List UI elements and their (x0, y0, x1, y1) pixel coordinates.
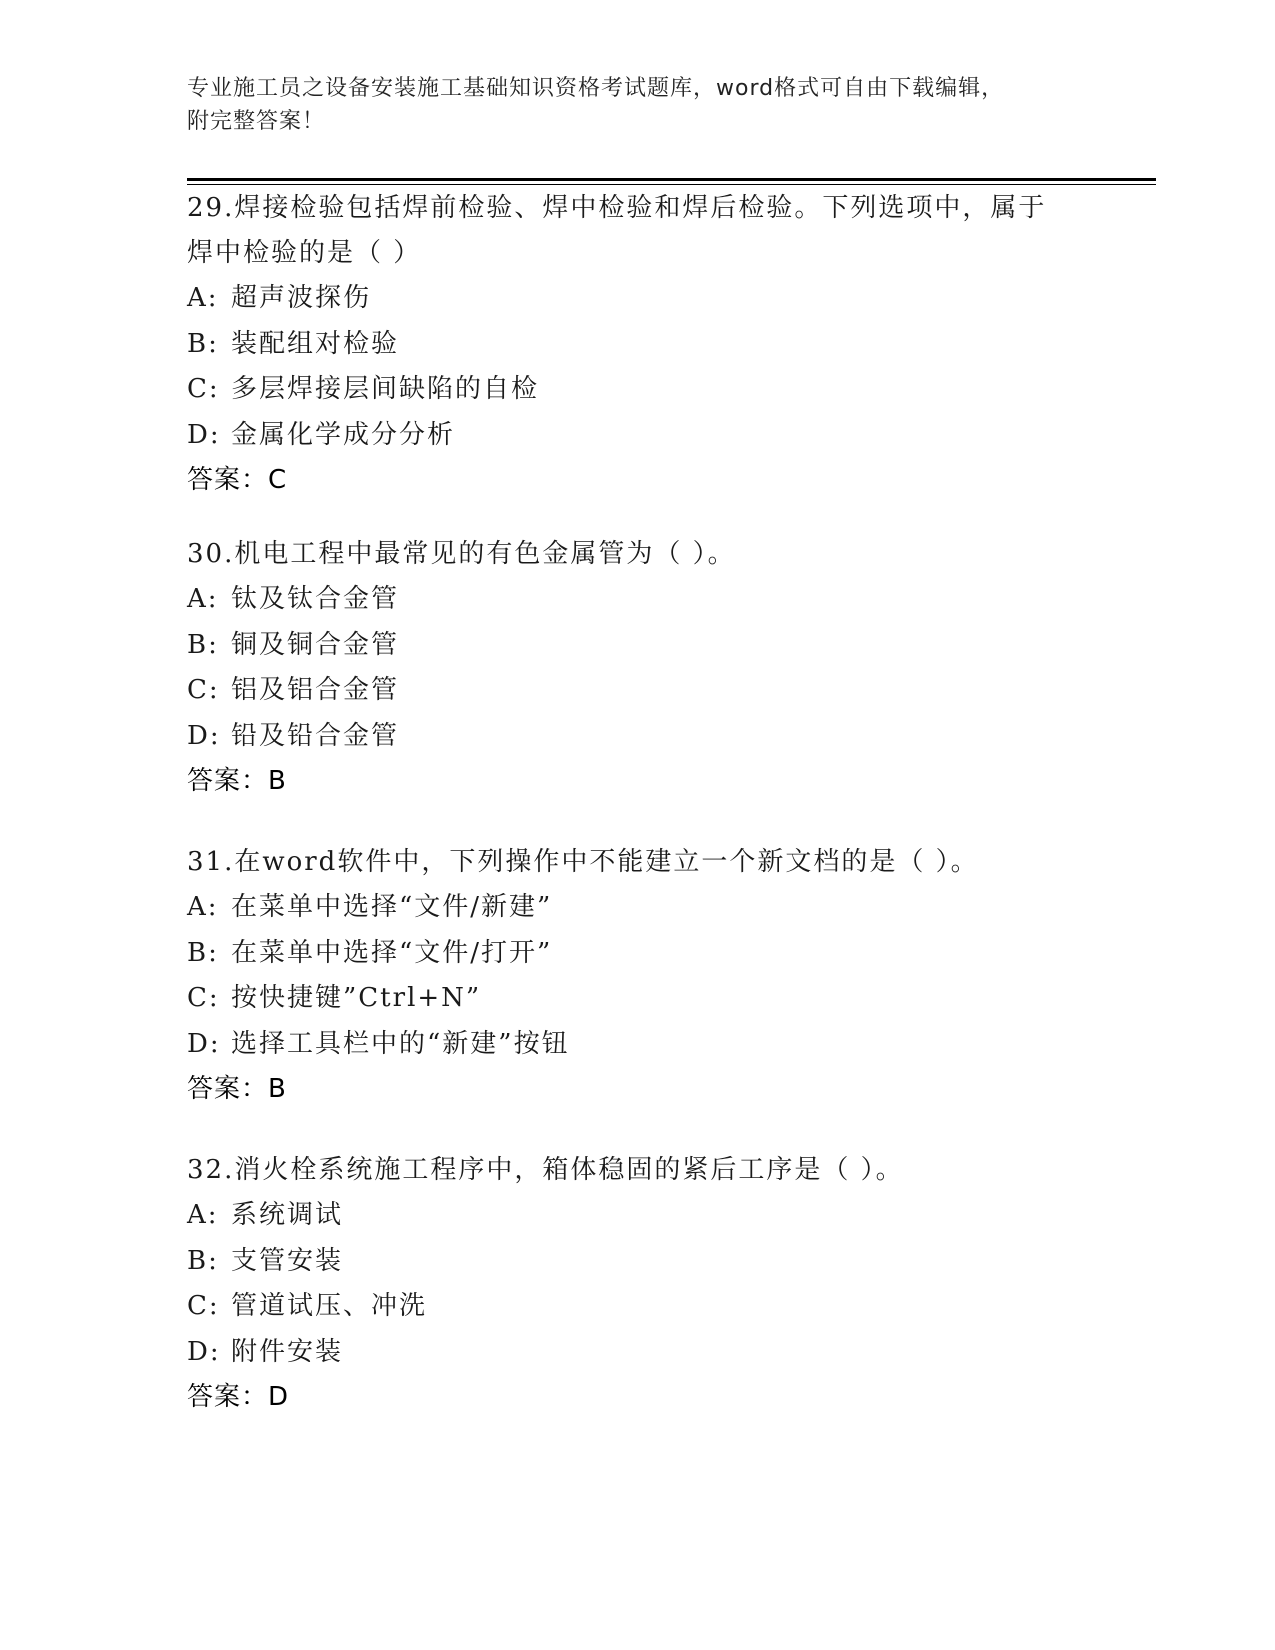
question-stem: 30.机电工程中最常见的有色金属管为（ ）。 (187, 539, 736, 569)
option-text: 附件安装 (231, 1336, 344, 1367)
document-header (187, 72, 1087, 138)
option-text: 在菜单中选择“文件/打开” (231, 937, 553, 968)
option-d (187, 1330, 1087, 1376)
option-letter: A: (187, 1200, 219, 1230)
option-text: 按快捷键”Ctrl+N” (231, 983, 482, 1013)
option-letter: C: (187, 983, 220, 1013)
question-stem: 31.在word软件中，下列操作中不能建立一个新文档的是（ ）。 (187, 847, 979, 877)
question-29 (187, 186, 1087, 503)
option-letter: A: (187, 283, 219, 313)
option-letter: D: (187, 419, 221, 450)
question-stem-continued: 焊中检验的是（ ） (187, 238, 422, 268)
option-c (187, 976, 1087, 1022)
option-letter: D: (187, 720, 221, 751)
option-a (187, 885, 1087, 931)
option-d (187, 1022, 1087, 1068)
option-a (187, 1193, 1087, 1239)
option-b (187, 322, 1087, 368)
option-text: 装配组对检验 (231, 328, 400, 359)
option-letter: C: (187, 1291, 220, 1321)
answer-label: 答案：B (187, 766, 287, 796)
option-text: 钛及钛合金管 (231, 584, 400, 614)
option-text: 在菜单中选择“文件/新建” (231, 892, 553, 922)
option-letter: B: (187, 328, 219, 359)
option-letter: A: (187, 584, 219, 614)
option-text: 系统调试 (231, 1200, 344, 1230)
question-stem: 32.消火栓系统施工程序中，箱体稳固的紧后工序是（ ）。 (187, 1155, 904, 1185)
option-b (187, 931, 1087, 977)
option-text: 多层焊接层间缺陷的自检 (231, 374, 540, 404)
option-text: 金属化学成分分析 (231, 419, 456, 450)
option-letter: B: (187, 629, 219, 660)
question-31 (187, 840, 1087, 1112)
option-c (187, 367, 1087, 413)
option-letter: B: (187, 1245, 219, 1276)
answer-label: 答案：C (187, 465, 288, 495)
option-c (187, 1284, 1087, 1330)
answer-label: 答案：B (187, 1074, 287, 1104)
option-a (187, 276, 1087, 322)
option-letter: A: (187, 892, 219, 922)
option-letter: D: (187, 1028, 221, 1059)
option-text: 管道试压、冲洗 (231, 1291, 428, 1321)
option-letter: C: (187, 675, 220, 705)
question-32 (187, 1148, 1087, 1420)
option-b (187, 1239, 1087, 1285)
option-b (187, 623, 1087, 669)
option-text: 选择工具栏中的“新建”按钮 (231, 1028, 570, 1059)
header-line-2: 附完整答案！ (187, 109, 326, 134)
option-text: 铝及铝合金管 (231, 675, 400, 705)
question-stem: 29.焊接检验包括焊前检验、焊中检验和焊后检验。下列选项中，属于 (187, 193, 1047, 223)
option-letter: C: (187, 374, 220, 404)
header-line-1: 专业施工员之设备安装施工基础知识资格考试题库，word格式可自由下载编辑， (187, 76, 1005, 101)
header-divider-thin (187, 184, 1156, 185)
option-c (187, 668, 1087, 714)
option-a (187, 577, 1087, 623)
answer-label: 答案：D (187, 1382, 290, 1412)
option-text: 超声波探伤 (231, 283, 372, 313)
option-letter: D: (187, 1336, 221, 1367)
question-30 (187, 532, 1087, 804)
option-text: 铜及铜合金管 (231, 629, 400, 660)
option-text: 铅及铅合金管 (231, 720, 400, 751)
header-divider-thick (187, 178, 1156, 181)
option-letter: B: (187, 937, 219, 968)
option-d (187, 413, 1087, 459)
option-text: 支管安装 (231, 1245, 344, 1276)
option-d (187, 714, 1087, 760)
